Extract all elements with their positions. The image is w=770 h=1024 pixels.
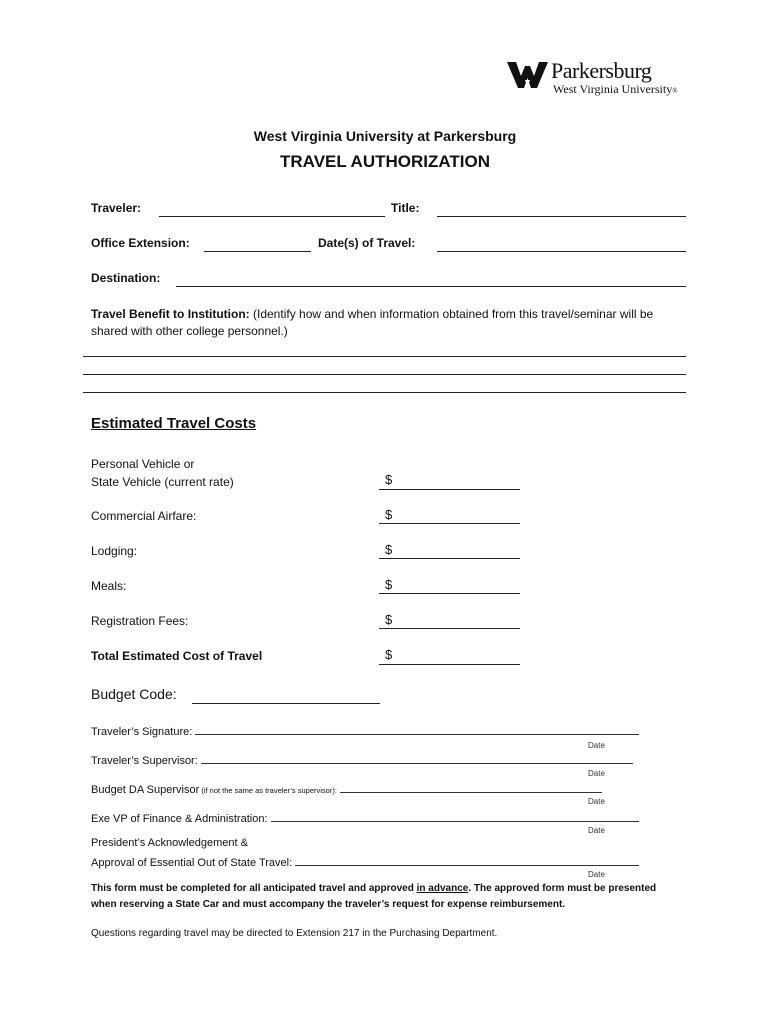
traveler-signature-label: Traveler’s Signature:: [91, 726, 193, 738]
vehicle-cost-field[interactable]: [379, 489, 520, 490]
cost-label-vehicle-line1: Personal Vehicle or: [91, 457, 195, 471]
approval-notice: [91, 881, 676, 913]
dollar-sign: $: [385, 577, 393, 592]
notice-emphasis: in advance: [416, 883, 469, 894]
parkersburg-logo: [507, 58, 687, 103]
traveler-signature-row: [91, 723, 639, 738]
dollar-sign: $: [385, 647, 393, 662]
dollar-sign: $: [385, 472, 393, 487]
cost-label-lodging: Lodging:: [91, 544, 138, 558]
logo-name: Parkersburg: [551, 58, 652, 83]
dates-of-travel-field[interactable]: [437, 237, 686, 252]
institution-name: West Virginia University at Parkersburg: [253, 128, 517, 144]
exec-vp-label: Exe VP of Finance & Administration:: [91, 813, 268, 825]
notice-part2: . The approved form must be presented when reserving a State Car and must accompany the traveler’s request for expense reimbursement.: [91, 883, 657, 910]
total-cost-field[interactable]: [379, 664, 520, 665]
logo-sub: West Virginia University: [553, 82, 673, 96]
benefit-text: (Identify how and when information obtained from this travel/seminar will be shared with other college personnel.): [91, 307, 654, 338]
costs-heading: Estimated Travel Costs: [91, 415, 257, 432]
dollar-sign: $: [385, 507, 393, 522]
budget-da-signature-field[interactable]: [340, 781, 602, 793]
budget-da-note: (if not the same as traveler’s supervisor):: [199, 786, 337, 795]
budget-da-label: Budget DA Supervisor: [91, 784, 200, 796]
traveler-label: Traveler:: [91, 201, 142, 215]
cost-label-total: Total Estimated Cost of Travel: [91, 649, 263, 663]
exec-vp-signature-field[interactable]: [271, 810, 639, 822]
date-label: Date: [588, 870, 605, 879]
title-field[interactable]: [437, 202, 686, 217]
registration-cost-field[interactable]: [379, 628, 520, 629]
cost-label-airfare: Commercial Airfare:: [91, 509, 197, 523]
questions-note: Questions regarding travel may be directed to Extension 217 in the Purchasing Department.: [91, 928, 498, 939]
meals-cost-field[interactable]: [379, 593, 520, 594]
wv-logo-icon: [507, 58, 551, 96]
date-label: Date: [588, 797, 605, 806]
supervisor-signature-label: Traveler’s Supervisor:: [91, 755, 198, 767]
destination-label: Destination:: [91, 271, 161, 285]
benefit-paragraph: [91, 306, 691, 340]
supervisor-signature-row: [91, 752, 633, 767]
benefit-label: Travel Benefit to Institution:: [91, 307, 250, 321]
office-extension-label: Office Extension:: [91, 236, 190, 250]
president-signature-field[interactable]: [295, 854, 639, 866]
president-label-line1: President’s Acknowledgement &: [91, 837, 248, 849]
airfare-cost-field[interactable]: [379, 523, 520, 524]
cost-label-vehicle: [91, 455, 234, 491]
traveler-signature-field[interactable]: [195, 723, 639, 735]
benefit-line-3[interactable]: [83, 392, 686, 393]
benefit-line-1[interactable]: [83, 356, 686, 357]
date-label: Date: [588, 769, 605, 778]
date-label: Date: [588, 741, 605, 750]
benefit-line-2[interactable]: [83, 374, 686, 375]
traveler-field[interactable]: [159, 202, 385, 217]
budget-code-field[interactable]: [192, 703, 380, 704]
destination-field[interactable]: [176, 272, 686, 287]
cost-label-registration: Registration Fees:: [91, 614, 189, 628]
cost-label-vehicle-line2: State Vehicle (current rate): [91, 475, 234, 489]
exec-vp-signature-row: [91, 810, 639, 825]
lodging-cost-field[interactable]: [379, 558, 520, 559]
president-signature-row: [91, 854, 639, 869]
cost-label-meals: Meals:: [91, 579, 127, 593]
supervisor-signature-field[interactable]: [201, 752, 633, 764]
office-extension-field[interactable]: [204, 237, 311, 252]
dates-of-travel-label: Date(s) of Travel:: [318, 236, 416, 250]
budget-da-signature-row: [91, 781, 602, 796]
date-label: Date: [588, 826, 605, 835]
page-title: TRAVEL AUTHORIZATION: [280, 152, 490, 171]
president-label-line2: Approval of Essential Out of State Travel:: [91, 857, 293, 869]
dollar-sign: $: [385, 612, 393, 627]
logo-registered: ®: [672, 87, 678, 95]
dollar-sign: $: [385, 542, 393, 557]
notice-part1: This form must be completed for all anticipated travel and approved: [91, 883, 417, 894]
budget-code-label: Budget Code:: [91, 686, 177, 702]
title-label: Title:: [391, 201, 420, 215]
